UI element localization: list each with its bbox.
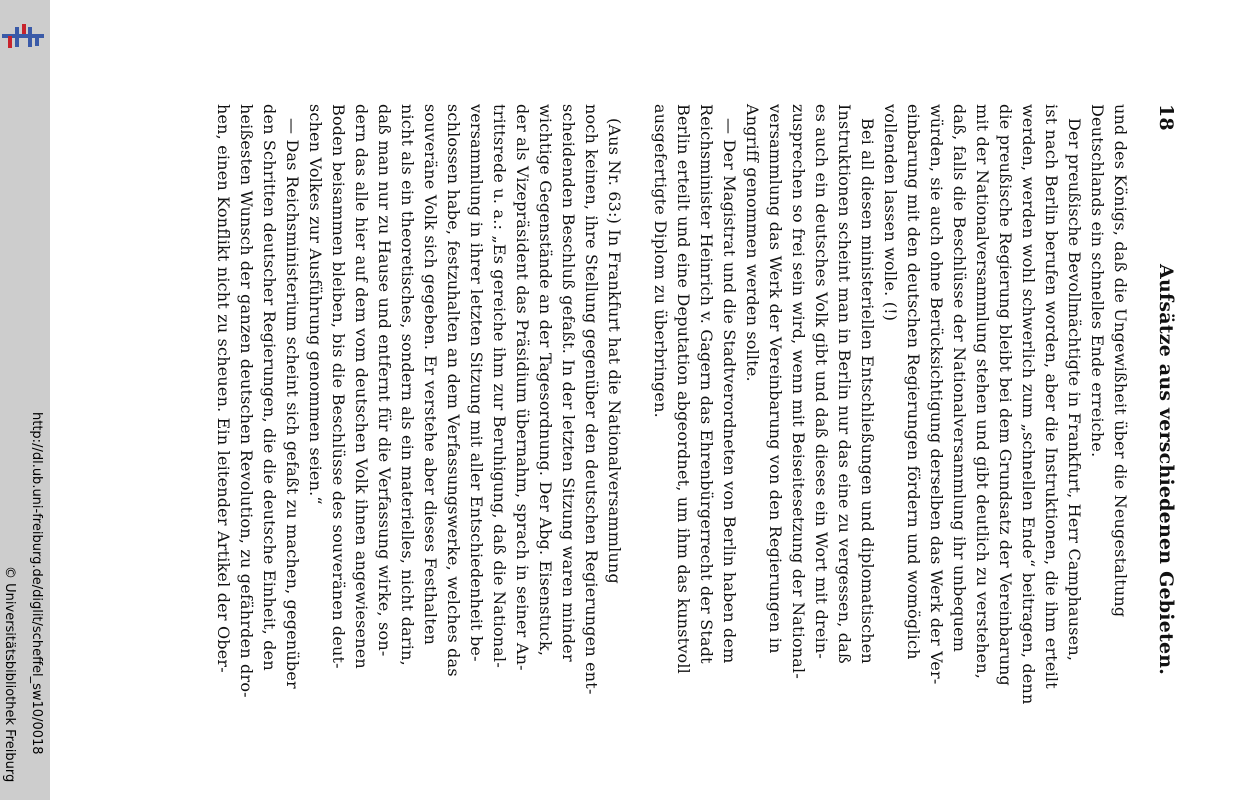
- text-line: trittsrede u. a.: „Es gereiche ihm zur Beruhigung, daß die National-: [490, 104, 509, 668]
- text-line: — Der Magistrat und die Stadtverordneten von Berlin haben dem: [720, 118, 739, 664]
- text-line: schen Volkes zur Ausführung genommen seien.“: [306, 104, 325, 505]
- text-line: (Aus Nr. 63:) In Frankfurt hat die Nationalversammlung: [605, 118, 624, 584]
- text-line: scheidenden Beschluß gefaßt. In der letzten Sitzung waren minder: [559, 104, 578, 662]
- text-line: Reichsminister Heinrich v. Gagern das Ehrenbürgerrecht der Stadt: [697, 104, 716, 664]
- source-url[interactable]: http://dl.ub.uni-freiburg.de/diglit/scheffel_sw10/0018: [29, 412, 44, 755]
- text-line: ist nach Berlin berufen worden, aber die Instruktionen, die ihm erteilt: [1042, 104, 1061, 689]
- text-line: daß man nur zu Hause und entfernt für die Verfassung wirke, son-: [375, 104, 394, 657]
- text-line: der als Vizepräsident das Präsidium übernahm, sprach in seiner An-: [513, 104, 532, 671]
- text-line: und des Königs, daß die Ungewißheit über die Neugestaltung: [1111, 104, 1130, 618]
- scanned-page: [25, 104, 1175, 784]
- text-line: würden, sie auch ohne Berücksichtigung derselben das Werk der Ver-: [927, 104, 946, 685]
- text-line: einbarung mit den deutschen Regierungen fördern und womöglich: [904, 104, 923, 660]
- text-line: Deutschlands ein schnelles Ende erreiche.: [1088, 104, 1107, 458]
- text-line: Bei all diesen ministeriellen Entschließungen und diplomatischen: [858, 118, 877, 664]
- text-line: souveräne Volk sich gegeben. Er verstehe aber dieses Festhalten: [421, 104, 440, 646]
- text-line: versammlung das Werk der Vereinbarung von den Regierungen in: [766, 104, 785, 654]
- running-head: Aufsätze aus verschiedenen Gebieten.: [1155, 264, 1177, 676]
- text-line: heißesten Wunsch der ganzen deutschen Revolution, zu gefährden dro-: [237, 104, 256, 698]
- text-line: es auch ein deutsches Volk gibt und daß dieses ein Wort mit drein-: [812, 104, 831, 659]
- text-line: ausgefertigte Diplom zu überbringen.: [651, 104, 670, 418]
- text-line: Boden beisammen bleiben, bis die Beschlüsse des souveränen deut-: [329, 104, 348, 669]
- text-line: daß, falls die Beschlüsse der Nationalversammlung ihr unbequem: [950, 104, 969, 653]
- text-line: den Schritten deutscher Regierungen, die die deutsche Einheit, den: [260, 104, 279, 671]
- text-line: hen, einen Konflikt nicht zu scheuen. Ein leitender Artikel der Ober-: [214, 104, 233, 673]
- text-line: die preußische Regierung bleibt bei dem Grundsatz der Vereinbarung: [996, 104, 1015, 686]
- text-line: — Das Reichsministerium scheint sich gefaßt zu machen, gegenüber: [283, 118, 302, 689]
- text-line: wichtige Gegenstände an der Tagesordnung. Der Abg. Eisenstuck,: [536, 104, 555, 657]
- text-line: Angriff genommen werden sollte.: [743, 104, 762, 382]
- text-line: Instruktionen scheint man in Berlin nur das eine zu vergessen, daß: [835, 104, 854, 664]
- text-line: dern das alle hier auf dem vom deutschen Volk ihnen angewiesenen: [352, 104, 371, 669]
- text-line: vollenden lassen wolle. (!): [881, 104, 900, 322]
- text-line: schlossen habe, festzuhalten an dem Verfassungswerke, welches das: [444, 104, 463, 677]
- page-number: 18: [1155, 104, 1177, 131]
- text-line: Berlin erteilt und eine Deputation abgeordnet, um ihm das kunstvoll: [674, 104, 693, 674]
- text-line: mit der Nationalversammlung stehen und gibt deutlich zu verstehen,: [973, 104, 992, 680]
- text-line: werden, werden wohl schwerlich zum „schnellen Ende“ beitragen, denn: [1019, 104, 1038, 705]
- text-line: nicht als ein theoretisches, sondern als ein materielles, nicht darin,: [398, 104, 417, 666]
- copyright-notice: © Universitätsbibliothek Freiburg: [2, 566, 17, 783]
- text-line: zusprechen so frei sein wird, wenn mit Beiseitesetzung der National-: [789, 104, 808, 679]
- library-logo-icon: [2, 22, 44, 52]
- text-line: noch keinen, ihre Stellung gegenüber den deutschen Regierungen ent-: [582, 104, 601, 695]
- text-line: versammlung in ihrer letzten Sitzung mit aller Entschiedenheit be-: [467, 104, 486, 662]
- text-line: Der preußische Bevollmächtigte in Frankfurt, Herr Camphausen,: [1065, 118, 1084, 662]
